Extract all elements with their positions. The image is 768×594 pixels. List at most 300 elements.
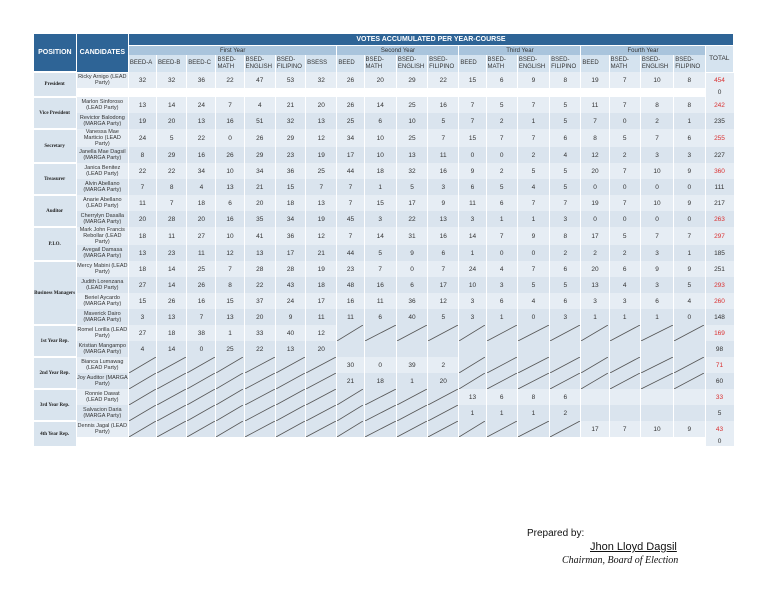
- vote-cell: 7: [517, 261, 549, 277]
- vote-cell: [674, 373, 705, 389]
- vote-cell: 0: [609, 113, 640, 129]
- vote-cell: 16: [428, 163, 459, 179]
- vote-cell: 3: [674, 147, 705, 163]
- vote-cell: 4: [244, 97, 275, 113]
- table-row: [34, 163, 734, 179]
- candidate-name: Vanessa Mae Marticio (LEAD Party): [76, 129, 128, 147]
- vote-cell: 29: [244, 147, 275, 163]
- vote-cell: 4: [128, 341, 156, 357]
- vote-cell: 35: [244, 211, 275, 227]
- total-cell: 60: [705, 373, 734, 389]
- vote-cell: [486, 437, 517, 446]
- vote-cell: 22: [157, 163, 187, 179]
- vote-cell: 22: [428, 72, 459, 88]
- vote-cell: 3: [459, 293, 486, 309]
- vote-cell: [128, 357, 156, 373]
- table-row: [34, 227, 734, 245]
- vote-cell: 7: [550, 195, 581, 211]
- vote-cell: [187, 421, 216, 437]
- vote-cell: 7: [337, 195, 364, 211]
- vote-cell: 2: [428, 357, 459, 373]
- vote-cell: [609, 325, 640, 341]
- vote-cell: [128, 373, 156, 389]
- vote-cell: 15: [128, 293, 156, 309]
- vote-cell: 32: [275, 113, 305, 129]
- table-row: [34, 373, 734, 389]
- vote-cell: 23: [157, 245, 187, 261]
- vote-cell: 19: [581, 72, 609, 88]
- vote-cell: 14: [364, 227, 396, 245]
- vote-cell: 36: [187, 72, 216, 88]
- total-header: TOTAL: [705, 46, 734, 73]
- vote-cell: 6: [609, 261, 640, 277]
- vote-cell: 16: [428, 97, 459, 113]
- vote-cell: 2: [517, 147, 549, 163]
- vote-cell: [187, 357, 216, 373]
- vote-cell: [609, 405, 640, 421]
- table-row: [34, 97, 734, 113]
- vote-cell: 27: [128, 325, 156, 341]
- vote-cell: [306, 357, 337, 373]
- vote-cell: 12: [306, 227, 337, 245]
- vote-cell: 1: [640, 309, 673, 325]
- candidate-name: Janella Mae Dagsil (MARGA Party): [76, 147, 128, 163]
- vote-cell: 5: [550, 97, 581, 113]
- vote-cell: 10: [216, 163, 244, 179]
- vote-cell: [640, 357, 673, 373]
- vote-cell: 13: [275, 341, 305, 357]
- vote-cell: 7: [364, 261, 396, 277]
- vote-cell: 0: [517, 309, 549, 325]
- vote-cell: 2: [486, 163, 517, 179]
- vote-cell: 2: [550, 245, 581, 261]
- vote-cell: [486, 373, 517, 389]
- vote-cell: [306, 421, 337, 437]
- vote-cell: 6: [486, 195, 517, 211]
- vote-cell: 0: [581, 179, 609, 195]
- vote-cell: [550, 325, 581, 341]
- vote-cell: 11: [364, 293, 396, 309]
- position-name: 4th Year Rep.: [34, 421, 77, 446]
- vote-cell: 20: [244, 309, 275, 325]
- candidate-name: Joy Auditor (MARGA Party): [76, 375, 128, 387]
- votes-body: [34, 72, 734, 446]
- vote-cell: 5: [486, 179, 517, 195]
- vote-cell: 39: [396, 357, 427, 373]
- course-header: BSED- ENGLISH: [396, 55, 427, 72]
- vote-cell: [459, 325, 486, 341]
- vote-cell: 7: [609, 72, 640, 88]
- total-cell: 98: [705, 341, 734, 357]
- vote-cell: 11: [581, 97, 609, 113]
- course-header: BSED- ENGLISH: [244, 55, 275, 72]
- vote-cell: 16: [187, 293, 216, 309]
- vote-cell: [581, 405, 609, 421]
- vote-cell: [216, 88, 244, 97]
- vote-cell: [550, 341, 581, 357]
- vote-cell: 3: [486, 277, 517, 293]
- total-cell: 5: [705, 405, 734, 421]
- vote-cell: 51: [244, 113, 275, 129]
- vote-cell: [128, 88, 156, 97]
- vote-cell: 14: [157, 277, 187, 293]
- course-header: BSED- FILIPINO: [275, 55, 305, 72]
- vote-cell: [640, 389, 673, 405]
- vote-cell: [306, 437, 337, 446]
- vote-cell: 6: [550, 129, 581, 147]
- vote-cell: 1: [486, 211, 517, 227]
- vote-cell: 5: [396, 179, 427, 195]
- vote-cell: 24: [459, 261, 486, 277]
- vote-cell: 16: [216, 113, 244, 129]
- vote-cell: 8: [550, 227, 581, 245]
- course-header: BSED- FILIPINO: [674, 55, 705, 72]
- vote-cell: 29: [275, 129, 305, 147]
- vote-cell: 8: [674, 97, 705, 113]
- vote-cell: 8: [674, 72, 705, 88]
- vote-cell: 13: [244, 245, 275, 261]
- vote-cell: 20: [364, 72, 396, 88]
- course-header: BEED-A: [128, 55, 156, 72]
- vote-cell: [187, 373, 216, 389]
- vote-cell: 8: [216, 277, 244, 293]
- vote-cell: [157, 88, 187, 97]
- vote-cell: 17: [581, 227, 609, 245]
- vote-cell: [157, 357, 187, 373]
- vote-cell: 44: [337, 245, 364, 261]
- vote-cell: 4: [674, 293, 705, 309]
- vote-cell: [157, 405, 187, 421]
- total-cell: 111: [705, 179, 734, 195]
- table-row: [34, 293, 734, 309]
- vote-cell: [674, 389, 705, 405]
- vote-cell: 21: [244, 179, 275, 195]
- vote-cell: 26: [337, 97, 364, 113]
- vote-cell: 32: [396, 163, 427, 179]
- vote-cell: 19: [306, 147, 337, 163]
- vote-cell: 27: [128, 277, 156, 293]
- vote-cell: [609, 88, 640, 97]
- vote-cell: [216, 421, 244, 437]
- vote-cell: 15: [216, 293, 244, 309]
- vote-cell: 20: [128, 211, 156, 227]
- table-row: [34, 129, 734, 147]
- candidate-name: Maverick Dairo (MARGA Party): [76, 309, 128, 325]
- vote-cell: [216, 437, 244, 446]
- total-cell: 185: [705, 245, 734, 261]
- vote-cell: 5: [550, 179, 581, 195]
- vote-cell: [428, 341, 459, 357]
- vote-cell: 34: [187, 163, 216, 179]
- vote-cell: 13: [157, 309, 187, 325]
- vote-cell: 1: [581, 309, 609, 325]
- vote-cell: 6: [550, 293, 581, 309]
- vote-cell: 9: [396, 245, 427, 261]
- vote-cell: [364, 88, 396, 97]
- vote-cell: 7: [517, 97, 549, 113]
- vote-cell: 26: [187, 277, 216, 293]
- position-name: 2nd Year Rep.: [34, 357, 77, 389]
- vote-cell: [187, 405, 216, 421]
- vote-cell: 20: [581, 261, 609, 277]
- vote-cell: 1: [486, 405, 517, 421]
- vote-cell: 10: [459, 277, 486, 293]
- vote-cell: [396, 389, 427, 405]
- table-row: [34, 113, 734, 129]
- table-row: [34, 261, 734, 277]
- vote-cell: [306, 373, 337, 389]
- table-row: [34, 179, 734, 195]
- vote-cell: 13: [216, 179, 244, 195]
- vote-cell: [128, 389, 156, 405]
- vote-cell: 20: [244, 195, 275, 211]
- vote-cell: [244, 405, 275, 421]
- vote-cell: 28: [275, 261, 305, 277]
- vote-cell: [428, 421, 459, 437]
- vote-cell: 10: [640, 421, 673, 437]
- vote-cell: 8: [157, 179, 187, 195]
- vote-cell: 0: [486, 147, 517, 163]
- total-cell: 260: [705, 293, 734, 309]
- course-header: BEED: [581, 55, 609, 72]
- vote-cell: 13: [128, 245, 156, 261]
- vote-cell: 9: [674, 261, 705, 277]
- votes-table: [33, 33, 734, 446]
- vote-cell: 26: [157, 293, 187, 309]
- position-header: POSITION: [34, 34, 77, 73]
- course-header: BEED-B: [157, 55, 187, 72]
- table-row: [34, 211, 734, 227]
- vote-cell: [517, 325, 549, 341]
- vote-cell: [517, 88, 549, 97]
- vote-cell: 1: [517, 113, 549, 129]
- total-cell: 251: [705, 261, 734, 277]
- vote-cell: 14: [364, 97, 396, 113]
- total-cell: 360: [705, 163, 734, 179]
- vote-cell: 1: [674, 245, 705, 261]
- vote-cell: 34: [244, 163, 275, 179]
- vote-cell: 1: [459, 245, 486, 261]
- vote-cell: 20: [306, 97, 337, 113]
- vote-cell: 3: [609, 293, 640, 309]
- vote-cell: 0: [187, 341, 216, 357]
- vote-cell: [306, 88, 337, 97]
- vote-cell: [306, 389, 337, 405]
- vote-cell: [275, 88, 305, 97]
- vote-cell: 47: [244, 72, 275, 88]
- vote-cell: [364, 405, 396, 421]
- vote-cell: 18: [128, 261, 156, 277]
- vote-cell: 3: [640, 277, 673, 293]
- vote-cell: 6: [428, 245, 459, 261]
- vote-cell: [216, 373, 244, 389]
- year-header: Third Year: [459, 46, 581, 56]
- vote-cell: 34: [337, 129, 364, 147]
- vote-cell: [216, 357, 244, 373]
- vote-cell: 1: [674, 113, 705, 129]
- vote-cell: 6: [550, 389, 581, 405]
- vote-cell: 24: [275, 293, 305, 309]
- vote-cell: 7: [428, 261, 459, 277]
- vote-cell: 5: [550, 113, 581, 129]
- vote-cell: 15: [459, 129, 486, 147]
- position-name: Business Managers: [34, 261, 77, 325]
- vote-cell: 7: [337, 179, 364, 195]
- vote-cell: 13: [581, 277, 609, 293]
- vote-cell: [517, 341, 549, 357]
- vote-cell: 13: [306, 195, 337, 211]
- vote-cell: [244, 421, 275, 437]
- vote-cell: 21: [275, 97, 305, 113]
- table-row: [34, 325, 734, 341]
- vote-cell: 17: [396, 195, 427, 211]
- vote-cell: 7: [216, 97, 244, 113]
- vote-cell: [486, 341, 517, 357]
- vote-cell: [517, 357, 549, 373]
- candidate-name: Mercy Mabini (LEAD Party): [77, 263, 128, 275]
- vote-cell: [337, 341, 364, 357]
- vote-cell: [609, 357, 640, 373]
- vote-cell: 17: [581, 421, 609, 437]
- vote-cell: [275, 357, 305, 373]
- vote-cell: [640, 405, 673, 421]
- vote-cell: 25: [216, 341, 244, 357]
- vote-cell: 8: [550, 72, 581, 88]
- vote-cell: [674, 325, 705, 341]
- vote-cell: 0: [396, 261, 427, 277]
- vote-cell: 20: [581, 163, 609, 179]
- vote-cell: [550, 88, 581, 97]
- vote-cell: 0: [609, 211, 640, 227]
- vote-cell: 53: [275, 72, 305, 88]
- vote-cell: 0: [640, 179, 673, 195]
- vote-cell: 22: [216, 72, 244, 88]
- table-row: [34, 421, 734, 437]
- vote-cell: 7: [581, 113, 609, 129]
- vote-cell: [157, 373, 187, 389]
- vote-cell: 48: [337, 277, 364, 293]
- vote-cell: [364, 389, 396, 405]
- vote-cell: [609, 373, 640, 389]
- vote-cell: 0: [486, 245, 517, 261]
- vote-cell: [581, 357, 609, 373]
- table-header: [34, 34, 734, 73]
- vote-cell: 9: [674, 195, 705, 211]
- vote-cell: 34: [275, 211, 305, 227]
- vote-cell: 18: [128, 227, 156, 245]
- vote-cell: 13: [128, 97, 156, 113]
- vote-cell: 7: [674, 227, 705, 245]
- vote-cell: 17: [275, 245, 305, 261]
- vote-cell: 4: [517, 179, 549, 195]
- course-header: BSED- MATH: [216, 55, 244, 72]
- vote-cell: 4: [187, 179, 216, 195]
- vote-cell: 0: [216, 129, 244, 147]
- votes-sheet: [33, 33, 734, 517]
- vote-cell: [275, 373, 305, 389]
- vote-cell: 14: [157, 341, 187, 357]
- vote-cell: 6: [486, 72, 517, 88]
- vote-cell: 26: [244, 129, 275, 147]
- vote-cell: 2: [609, 147, 640, 163]
- vote-cell: [187, 389, 216, 405]
- vote-cell: 38: [187, 325, 216, 341]
- vote-cell: [128, 437, 156, 446]
- vote-cell: 2: [640, 113, 673, 129]
- vote-cell: 18: [275, 195, 305, 211]
- course-header: BEED: [459, 55, 486, 72]
- vote-cell: 9: [428, 195, 459, 211]
- vote-cell: 8: [128, 147, 156, 163]
- vote-cell: 7: [486, 227, 517, 245]
- vote-cell: 27: [187, 227, 216, 245]
- vote-cell: 21: [337, 373, 364, 389]
- vote-cell: 21: [306, 245, 337, 261]
- vote-cell: 9: [674, 163, 705, 179]
- vote-cell: 3: [364, 211, 396, 227]
- vote-cell: 7: [187, 309, 216, 325]
- vote-cell: 5: [428, 309, 459, 325]
- vote-cell: [275, 405, 305, 421]
- vote-cell: 0: [581, 211, 609, 227]
- vote-cell: 13: [306, 113, 337, 129]
- vote-cell: 9: [517, 72, 549, 88]
- vote-cell: 1: [216, 325, 244, 341]
- vote-cell: 0: [364, 357, 396, 373]
- vote-cell: 5: [364, 245, 396, 261]
- table-row: [34, 72, 734, 88]
- vote-cell: 41: [244, 227, 275, 245]
- vote-cell: 16: [337, 293, 364, 309]
- vote-cell: 6: [486, 293, 517, 309]
- candidate-name: Dennis Jagal (LEAD Party): [77, 423, 128, 435]
- vote-cell: [517, 421, 549, 437]
- vote-cell: 13: [216, 309, 244, 325]
- vote-cell: [674, 88, 705, 97]
- candidate-name: Marlon Sinforoso (LEAD Party): [76, 97, 128, 113]
- vote-cell: [459, 341, 486, 357]
- candidate-name: Romel Lorilla (LEAD Party): [77, 327, 128, 339]
- vote-cell: 16: [428, 227, 459, 245]
- vote-cell: 7: [428, 129, 459, 147]
- vote-cell: 7: [609, 195, 640, 211]
- vote-cell: 9: [275, 309, 305, 325]
- vote-cell: 15: [275, 179, 305, 195]
- vote-cell: 15: [364, 195, 396, 211]
- table-title: VOTES ACCUMULATED PER YEAR-COURSE: [128, 34, 733, 46]
- vote-cell: 10: [364, 147, 396, 163]
- vote-cell: 7: [306, 179, 337, 195]
- vote-cell: 30: [337, 357, 364, 373]
- vote-cell: 17: [428, 277, 459, 293]
- vote-cell: 22: [187, 129, 216, 147]
- vote-cell: 0: [640, 211, 673, 227]
- vote-cell: 3: [459, 309, 486, 325]
- vote-cell: 16: [187, 147, 216, 163]
- table-row: [34, 245, 734, 261]
- vote-cell: 18: [306, 277, 337, 293]
- vote-cell: 37: [244, 293, 275, 309]
- table-row: [34, 341, 734, 357]
- vote-cell: 5: [550, 163, 581, 179]
- vote-cell: 10: [640, 163, 673, 179]
- vote-cell: 12: [428, 293, 459, 309]
- vote-cell: 2: [486, 113, 517, 129]
- vote-cell: [337, 389, 364, 405]
- table-row: [34, 277, 734, 293]
- vote-cell: 13: [187, 113, 216, 129]
- vote-cell: [428, 437, 459, 446]
